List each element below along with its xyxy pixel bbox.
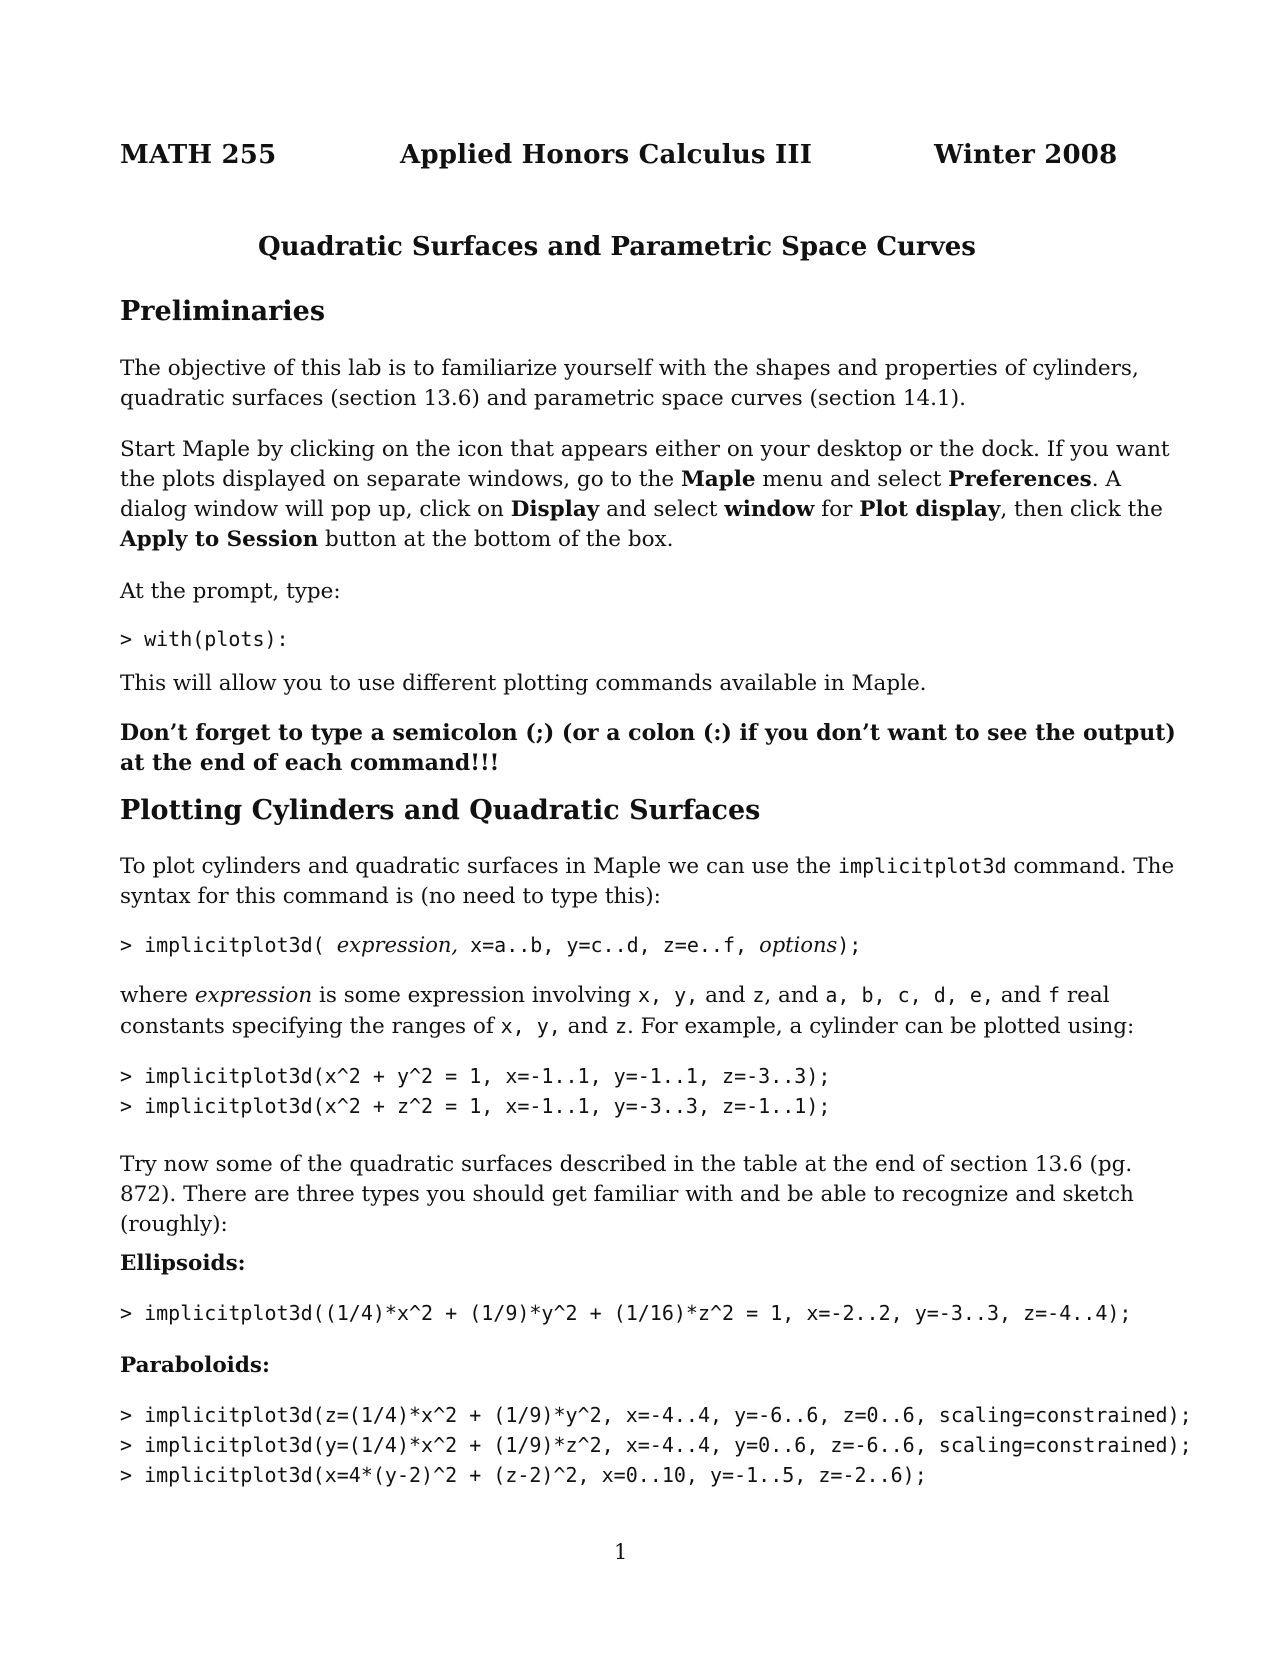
paraboloid-command-3: > implicitplot3d(x=4*(y-2)^2 + (z-2)^2, x=0..10, y=-1..5, z=-2..6); (120, 1463, 927, 1487)
page-number: 1 (614, 1540, 628, 1564)
syntax-line: > implicitplot3d( expression, x=a..b, y=c..d, z=e..f, options); (120, 933, 862, 957)
ellipsoids-label: Ellipsoids: (120, 1251, 246, 1276)
course-title: Applied Honors Calculus III (400, 140, 813, 170)
paraboloid-command-2: > implicitplot3d(y=(1/4)*x^2 + (1/9)*z^2, x=-4..4, y=0..6, z=-6..6, scaling=constrained); (120, 1433, 1192, 1457)
cylinder-command-1: > implicitplot3d(x^2 + y^2 = 1, x=-1..1, y=-1..1, z=-3..3); (120, 1064, 831, 1088)
expression-explanation: where expression is some expression involving x, y, and z, and a, b, c, d, e, and f real constants specifying the ranges of x, y, and z. For example, a cylinder can be plotted using: (120, 983, 1135, 1039)
start-maple-paragraph: Start Maple by clicking on the icon that appears either on your desktop or the dock. If you want the plots displayed on separate windows, go to the Maple menu and select Preferences. A dialog window will pop up, click on Display and select window for Plot display, then click the Apply to Session button at the bottom of the box. (120, 437, 1170, 552)
prompt-instruction: At the prompt, type: (120, 579, 341, 604)
paraboloid-command-1: > implicitplot3d(z=(1/4)*x^2 + (1/9)*y^2, x=-4..4, y=-6..6, z=0..6, scaling=constrained); (120, 1403, 1192, 1427)
implicitplot-intro: To plot cylinders and quadratic surfaces in Maple we can use the implicitplot3d command. The syntax for this command is (no need to type this): (120, 854, 1175, 909)
quadratic-surfaces-paragraph: Try now some of the quadratic surfaces described in the table at the end of section 13.6 (pg. 872). There are three types you should get familiar with and be able to recognize and sketch (roughly): (120, 1152, 1134, 1237)
term: Winter 2008 (934, 140, 1118, 170)
document-title: Quadratic Surfaces and Parametric Space Curves (258, 232, 976, 262)
with-plots-command: > with(plots): (120, 627, 289, 651)
plots-explanation: This will allow you to use different plotting commands available in Maple. (120, 671, 927, 696)
semicolon-warning: Don’t forget to type a semicolon (;) (or a colon (:) if you don’t want to see the output) at the end of each command!!! (120, 720, 1176, 776)
ellipsoid-command: > implicitplot3d((1/4)*x^2 + (1/9)*y^2 + (1/16)*z^2 = 1, x=-2..2, y=-3..3, z=-4..4); (120, 1301, 1132, 1325)
paraboloids-label: Paraboloids: (120, 1353, 270, 1378)
course-code: MATH 255 (120, 140, 277, 170)
objective-paragraph: The objective of this lab is to familiarize yourself with the shapes and properties of cylinders, quadratic surfaces (section 13.6) and parametric space curves (section 14.1). (120, 356, 1139, 411)
section-heading-preliminaries: Preliminaries (120, 296, 326, 327)
cylinder-command-2: > implicitplot3d(x^2 + z^2 = 1, x=-1..1, y=-3..3, z=-1..1); (120, 1094, 831, 1118)
section-heading-plotting: Plotting Cylinders and Quadratic Surfaces (120, 795, 761, 826)
